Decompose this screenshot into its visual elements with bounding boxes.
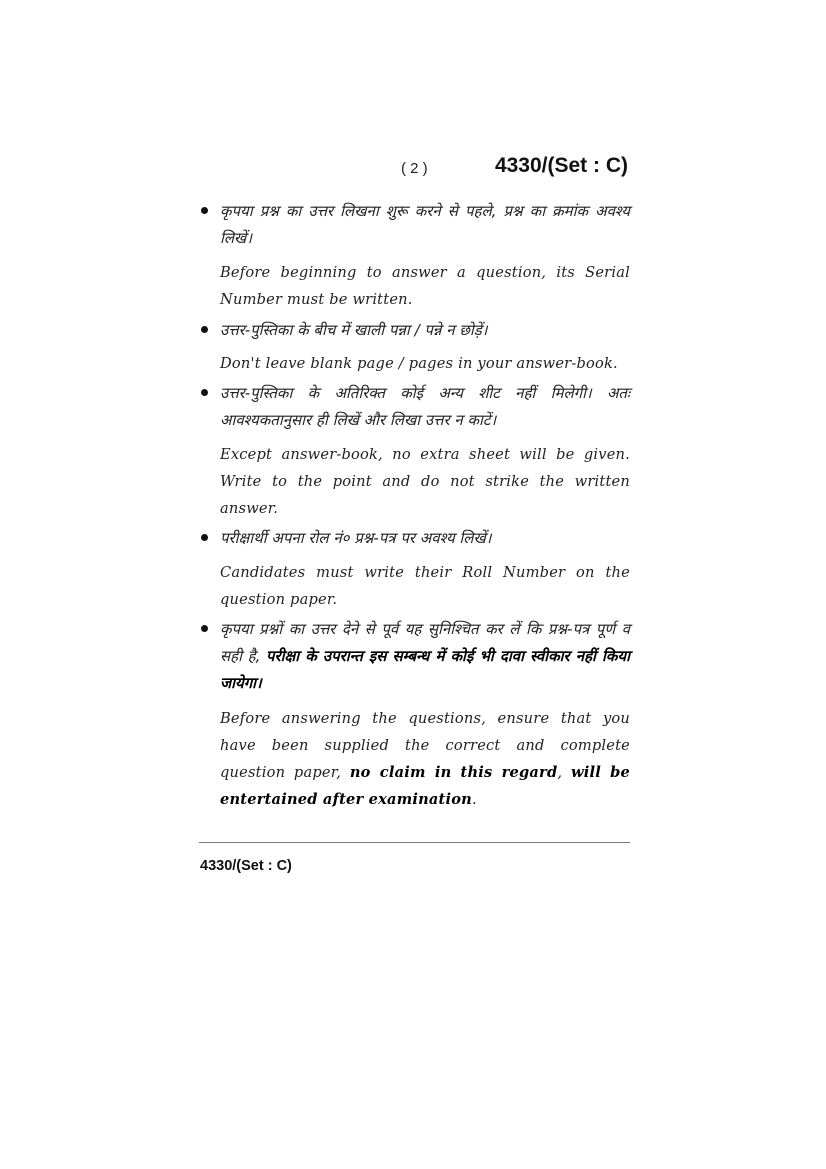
instruction-english: Before beginning to answer a question, its Serial Number must be written. bbox=[220, 264, 630, 308]
instruction-item bbox=[200, 380, 630, 522]
instruction-hindi-text: कृपया प्रश्नों का उत्तर देने से पूर्व यह सुनिश्चित कर लें कि प्रश्न-पत्र पूर्ण व सही है, bbox=[220, 620, 630, 665]
instruction-item bbox=[200, 317, 630, 377]
instruction-english-end: . bbox=[471, 791, 477, 808]
instruction-english-separator: , bbox=[557, 764, 571, 781]
instruction-english bbox=[220, 705, 630, 813]
instructions-list bbox=[200, 198, 630, 819]
page-header bbox=[200, 152, 630, 186]
instruction-item bbox=[200, 616, 630, 813]
instruction-hindi-emphasis: परीक्षा के उपरान्त इस सम्बन्ध में कोई भी दावा स्वीकार नहीं किया जायेगा। bbox=[220, 647, 630, 692]
instruction-english-emphasis: no claim in this regard bbox=[349, 764, 558, 781]
page-number: ( 2 ) bbox=[401, 160, 428, 177]
instruction-item bbox=[200, 198, 630, 313]
instruction-english-emphasis: will be entertained after examination bbox=[220, 764, 630, 808]
instruction-hindi: कृपया प्रश्न का उत्तर लिखना शुरू करने से पहले, प्रश्न का क्रमांक अवश्य लिखें। bbox=[220, 202, 630, 247]
paper-code-header: 4330/(Set : C) bbox=[494, 154, 628, 177]
instruction-hindi: उत्तर-पुस्तिका के अतिरिक्त कोई अन्य शीट नहीं मिलेगी। अतः आवश्यकतानुसार ही लिखें और लिखा उत्तर न काटें। bbox=[220, 384, 630, 429]
instruction-english: Don't leave blank page / pages in your answer-book. bbox=[220, 355, 618, 372]
instruction-hindi bbox=[220, 616, 630, 697]
bullet-icon bbox=[201, 326, 208, 333]
instruction-item bbox=[200, 525, 630, 613]
bullet-icon bbox=[201, 534, 208, 541]
bullet-icon bbox=[201, 625, 208, 632]
instruction-english: Except answer-book, no extra sheet will be given. Write to the point and do not strike the written answer. bbox=[220, 446, 630, 517]
paper-code-footer: 4330/(Set : C) bbox=[200, 858, 292, 874]
bullet-icon bbox=[201, 207, 208, 214]
instruction-english: Candidates must write their Roll Number on the question paper. bbox=[220, 564, 630, 608]
instruction-hindi: परीक्षार्थी अपना रोल नं० प्रश्न-पत्र पर अवश्य लिखें। bbox=[220, 529, 492, 547]
bullet-icon bbox=[201, 389, 208, 396]
footer-divider bbox=[199, 842, 630, 843]
instruction-english-text: Before answering the questions, ensure that you have been supplied the correct and complete question paper, bbox=[220, 710, 630, 781]
instruction-hindi: उत्तर-पुस्तिका के बीच में खाली पन्ना / पन्ने न छोड़ें। bbox=[220, 321, 488, 339]
